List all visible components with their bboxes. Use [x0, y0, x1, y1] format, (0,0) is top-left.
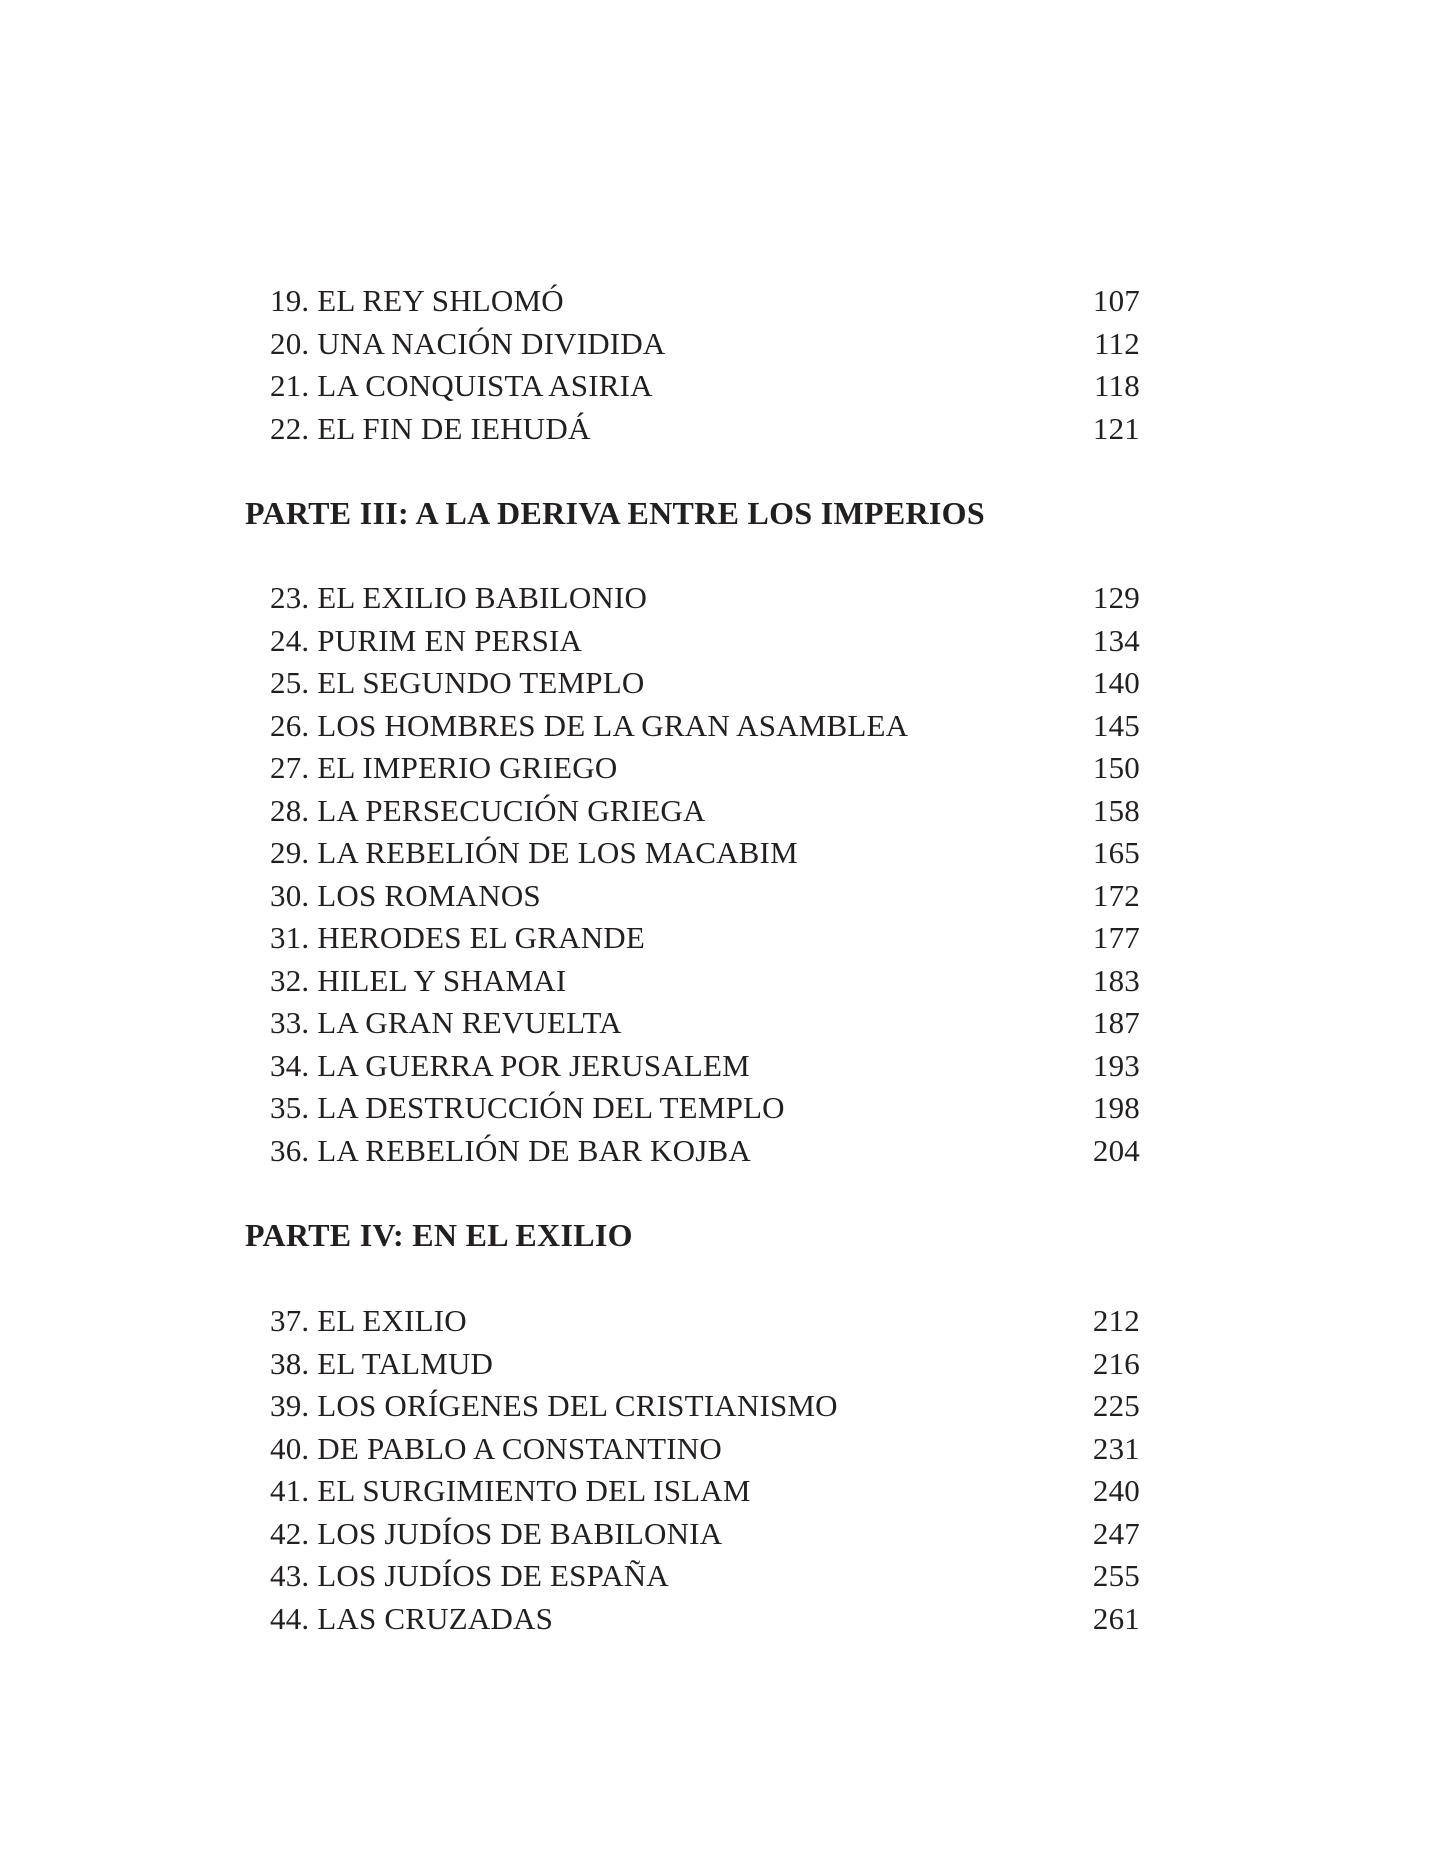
toc-group-continued [270, 280, 1140, 450]
toc-entry-title: 40. DE PABLO A CONSTANTINO [270, 1430, 722, 1466]
toc-entry-title: 28. LA PERSECUCIÓN GRIEGA [270, 792, 706, 828]
toc-entry-title: 44. LAS CRUZADAS [270, 1600, 554, 1636]
toc-entry-title: 30. LOS ROMANOS [270, 877, 541, 913]
toc-entry [270, 747, 1140, 790]
toc-entry-title: 24. PURIM EN PERSIA [270, 622, 583, 658]
toc-entry-page: 216 [1092, 1345, 1140, 1381]
toc-entry [270, 1555, 1140, 1598]
toc-entry-page: 187 [1092, 1005, 1140, 1040]
toc-entry [270, 365, 1140, 408]
toc-entry-title: 32. HILEL Y SHAMAI [270, 962, 567, 998]
toc-entry [270, 917, 1140, 960]
toc-entry-page: 198 [1092, 1090, 1140, 1125]
toc-entry-page: 121 [1092, 410, 1140, 446]
toc-entry [270, 705, 1140, 748]
toc-entry-page: 240 [1092, 1473, 1140, 1508]
toc-entry [270, 620, 1140, 663]
toc-entry-title: 39. LOS ORÍGENES DEL CRISTIANISMO [270, 1388, 838, 1423]
toc-entry-page: 172 [1092, 877, 1140, 913]
toc-group-part-3 [270, 577, 1140, 1172]
toc-entry-page: 134 [1092, 622, 1140, 658]
toc-entry-title: 34. LA GUERRA POR JERUSALEM [270, 1047, 750, 1083]
toc-entry [270, 1598, 1140, 1641]
toc-entry-title: 41. EL SURGIMIENTO DEL ISLAM [270, 1473, 751, 1508]
toc-entry-title: 23. EL EXILIO BABILONIO [270, 580, 648, 615]
toc-entry-title: 22. EL FIN DE IEHUDÁ [270, 410, 591, 446]
toc-entry-page: 183 [1092, 962, 1140, 998]
toc-entry-title: 35. LA DESTRUCCIÓN DEL TEMPLO [270, 1090, 785, 1125]
toc-entry [270, 1470, 1140, 1513]
toc-entry [270, 1087, 1140, 1130]
toc-entry-page: 129 [1092, 580, 1140, 615]
toc-entry-title: 37. EL EXILIO [270, 1303, 467, 1338]
toc-entry-title: 20. UNA NACIÓN DIVIDIDA [270, 325, 666, 361]
toc-entry-title: 26. LOS HOMBRES DE LA GRAN ASAMBLEA [270, 707, 909, 743]
toc-entry-title: 33. LA GRAN REVUELTA [270, 1005, 622, 1040]
toc-group-part-4 [270, 1300, 1140, 1640]
toc-entry [270, 577, 1140, 620]
toc-entry [270, 790, 1140, 833]
toc-entry [270, 1045, 1140, 1088]
toc-entry [270, 875, 1140, 918]
toc-entry [270, 1130, 1140, 1173]
toc-entry-page: 118 [1094, 368, 1140, 403]
toc-entry [270, 280, 1140, 323]
toc-entry [270, 960, 1140, 1003]
toc-entry-page: 145 [1092, 707, 1140, 743]
toc-entry-title: 36. LA REBELIÓN DE BAR KOJBA [270, 1132, 751, 1168]
toc-entry [270, 1428, 1140, 1471]
toc-entry [270, 1343, 1140, 1386]
toc-entry [270, 832, 1140, 875]
toc-entry [270, 408, 1140, 451]
toc-entry-title: 43. LOS JUDÍOS DE ESPAÑA [270, 1558, 669, 1593]
toc-entry-title: 29. LA REBELIÓN DE LOS MACABIM [270, 835, 798, 870]
toc-entry [270, 323, 1140, 366]
toc-entry [270, 1513, 1140, 1556]
toc-entry-page: 231 [1092, 1430, 1140, 1466]
toc-entry-title: 31. HERODES EL GRANDE [270, 920, 646, 955]
toc-entry-page: 225 [1092, 1388, 1140, 1423]
toc-entry-page: 107 [1092, 283, 1140, 318]
toc-entry-page: 112 [1094, 325, 1140, 361]
toc-entry [270, 1385, 1140, 1428]
toc-entry-page: 150 [1092, 750, 1140, 785]
toc-entry-title: 27. EL IMPERIO GRIEGO [270, 750, 618, 785]
toc-entry-title: 21. LA CONQUISTA ASIRIA [270, 368, 653, 403]
toc-entry-page: 158 [1092, 792, 1140, 828]
toc-entry-page: 261 [1092, 1600, 1140, 1636]
toc-entry-page: 165 [1092, 835, 1140, 870]
toc-entry [270, 662, 1140, 705]
toc-entry-page: 247 [1092, 1515, 1140, 1551]
toc-entry [270, 1002, 1140, 1045]
toc-entry-page: 177 [1092, 920, 1140, 955]
toc-entry-title: 25. EL SEGUNDO TEMPLO [270, 665, 645, 700]
toc-entry [270, 1300, 1140, 1343]
toc-entry-title: 19. EL REY SHLOMÓ [270, 283, 564, 318]
toc-entry-page: 212 [1092, 1303, 1140, 1338]
toc-entry-page: 204 [1092, 1132, 1140, 1168]
toc-entry-page: 140 [1092, 665, 1140, 700]
toc-entry-title: 38. EL TALMUD [270, 1345, 494, 1381]
toc-entry-page: 255 [1092, 1558, 1140, 1593]
toc-entry-title: 42. LOS JUDÍOS DE BABILONIA [270, 1515, 723, 1551]
toc-entry-page: 193 [1092, 1047, 1140, 1083]
part-heading-4: PARTE IV: EN EL EXILIO [245, 1217, 633, 1253]
part-heading-3: PARTE III: A LA DERIVA ENTRE LOS IMPERIOS [245, 495, 985, 531]
